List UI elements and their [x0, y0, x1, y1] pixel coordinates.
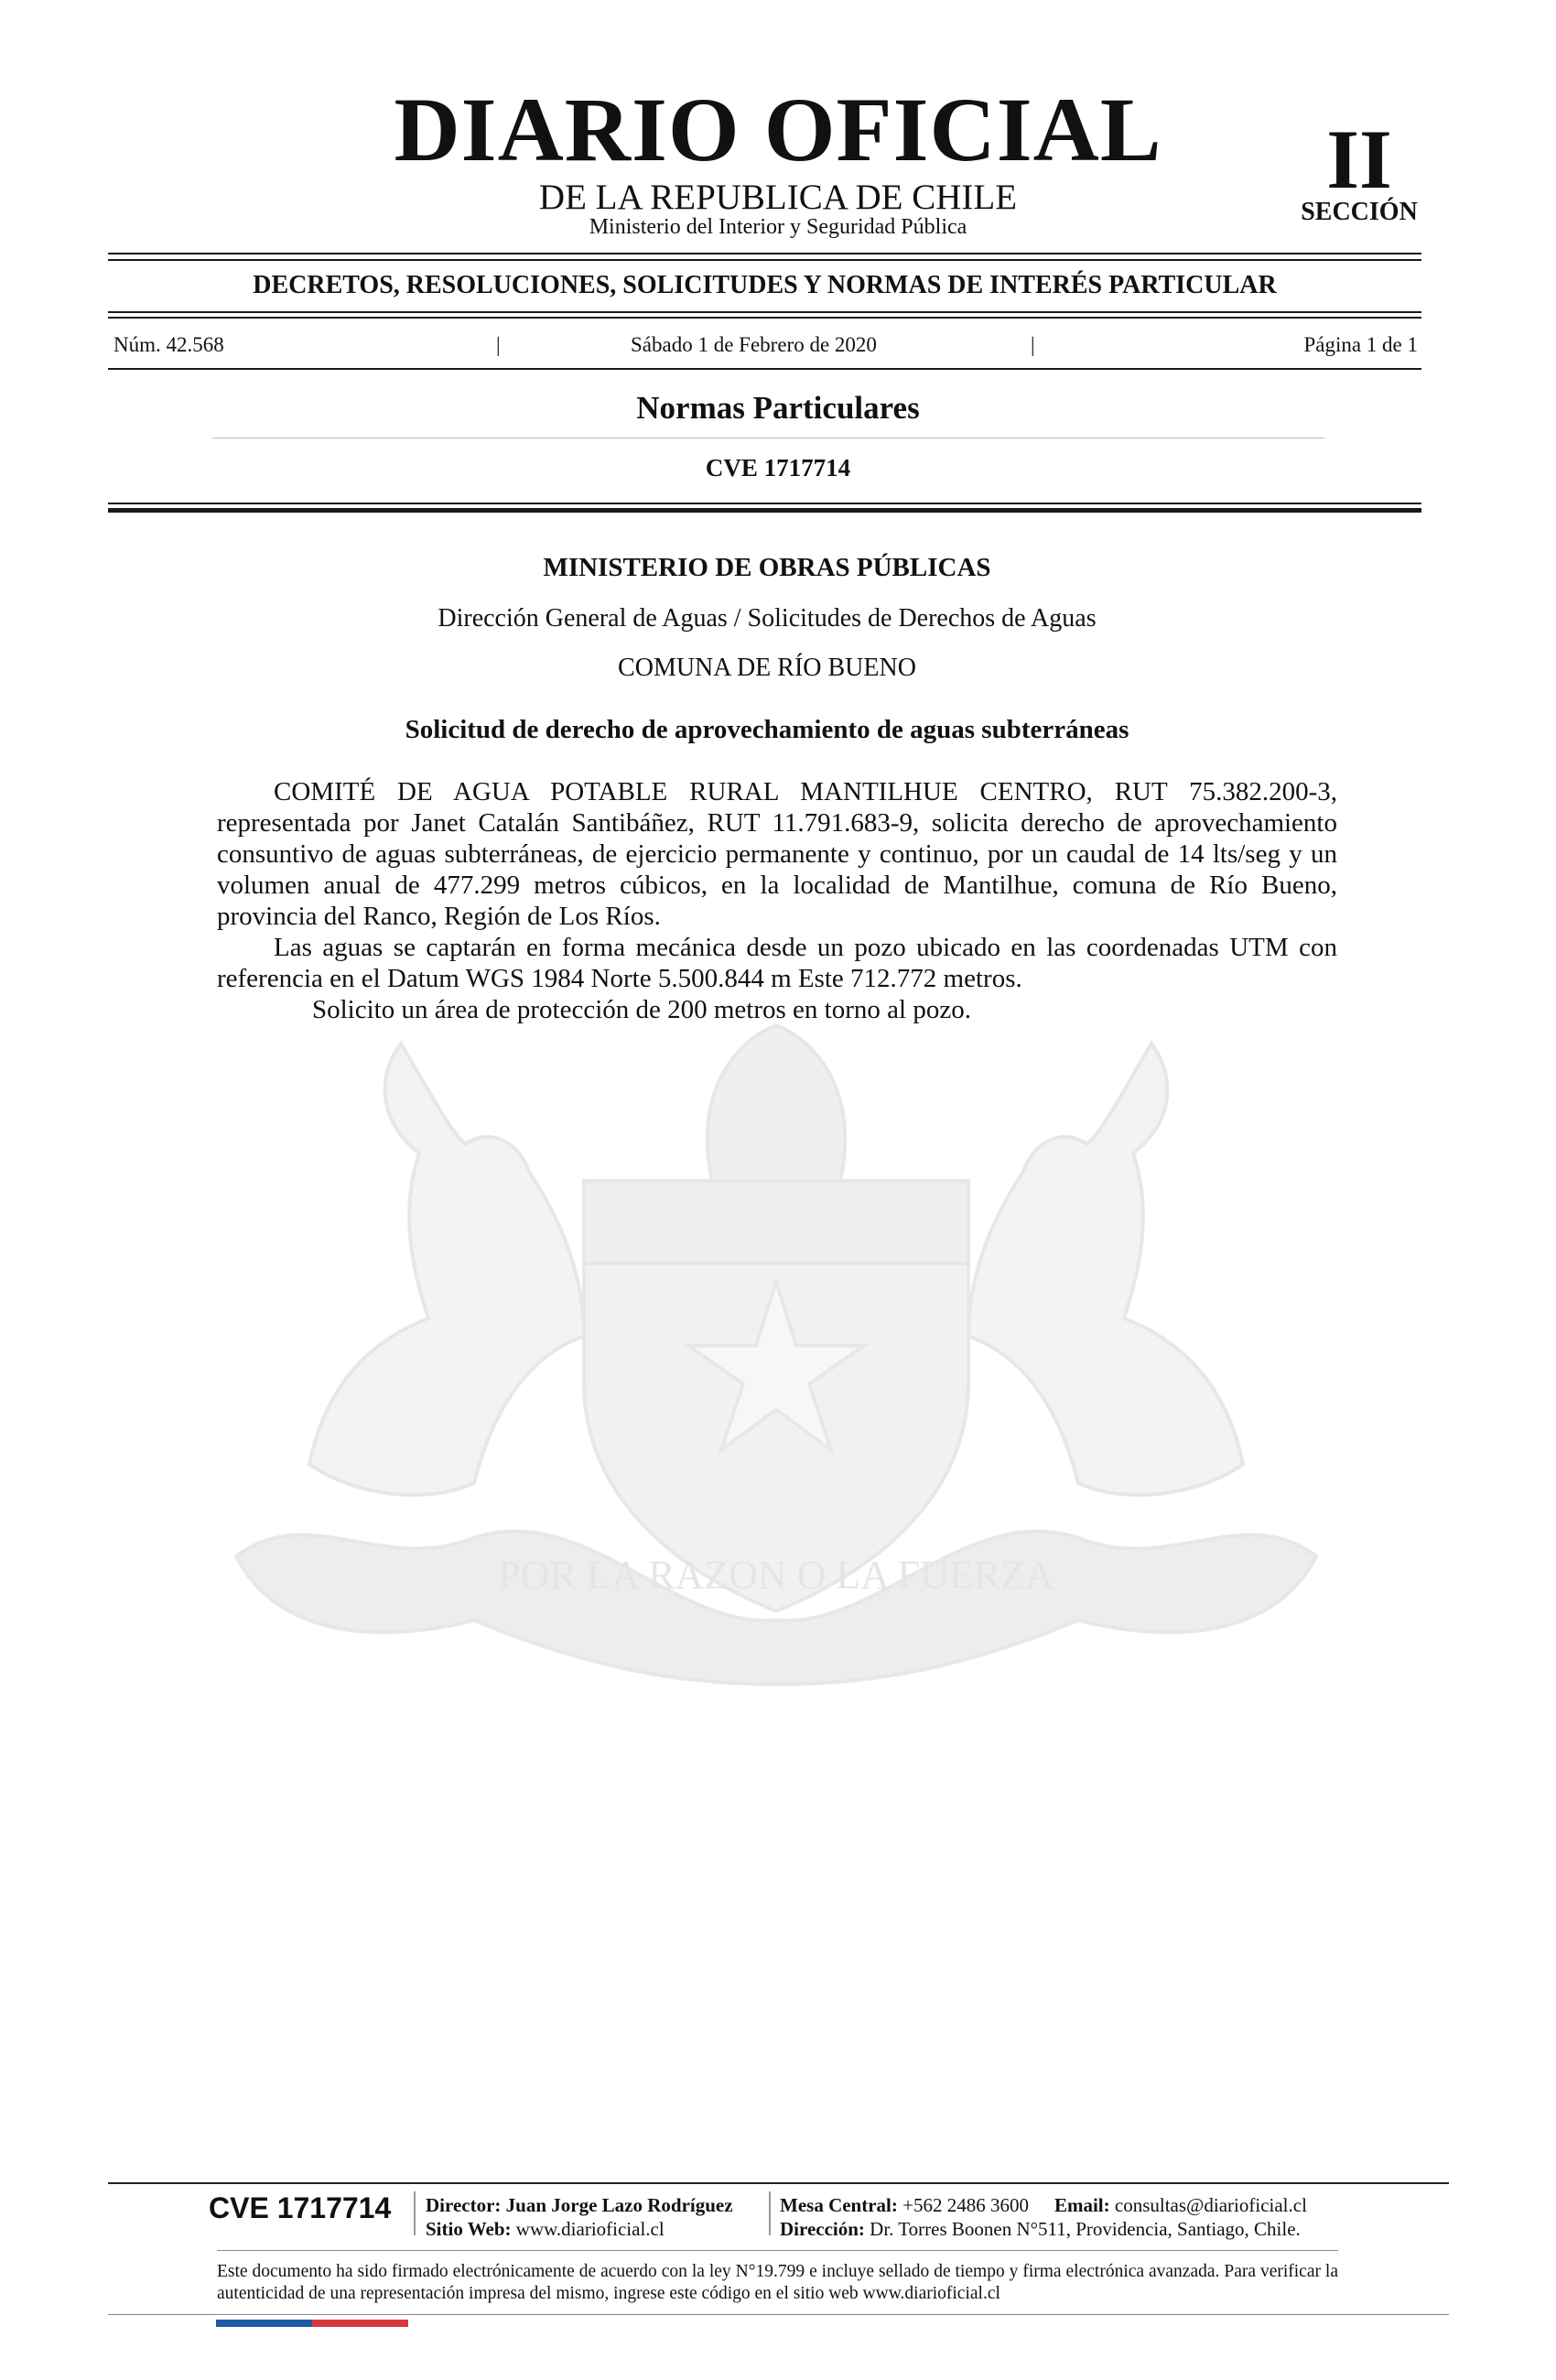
- masthead-subtitle: DE LA REPUBLICA DE CHILE: [538, 178, 1018, 217]
- issue-date: Sábado 1 de Febrero de 2020: [631, 333, 877, 356]
- flag-stripe-blue: [216, 2320, 312, 2327]
- footer-rule-2: [217, 2250, 1338, 2251]
- address-value: Dr. Torres Boonen N°511, Providencia, Santiago, Chile.: [870, 2218, 1301, 2240]
- director-name: Juan Jorge Lazo Rodríguez: [505, 2194, 733, 2216]
- director-label: Director:: [426, 2194, 502, 2216]
- cve-rule: [108, 503, 1421, 504]
- section-number: II: [1326, 113, 1392, 206]
- footer-contact: [780, 2193, 1338, 2241]
- info-bar: [113, 333, 1418, 361]
- masthead-ministry: Ministerio del Interior y Seguridad Pública: [589, 215, 967, 239]
- flag-stripe-red: [312, 2320, 408, 2327]
- info-separator: |: [496, 333, 501, 356]
- phone-label: Mesa Central:: [780, 2194, 898, 2216]
- body-paragraph: Las aguas se captarán en forma mecánica desde un pozo ubicado en las coordenadas UTM con referencia en el Datum WGS 1984 Norte 5.500.844 m Este 712.772 metros.: [217, 933, 1337, 993]
- request-body: [217, 776, 1337, 1025]
- banner-rule-bottom: [108, 311, 1421, 313]
- footer-director: [426, 2193, 733, 2241]
- footer-rule-3: [108, 2314, 1449, 2315]
- info-separator: |: [1031, 333, 1035, 356]
- cve-code: CVE 1717714: [705, 454, 851, 481]
- footer-legal-notice: Este documento ha sido firmado electrónicamente de acuerdo con la ley N°19.799 e incluye sellado de tiempo y firma electrónica avanzada. Para verificar la autenticidad de una representación impresa del mismo, ingrese este código en el sitio web www.diarioficial.cl: [217, 2262, 1338, 2303]
- masthead-rule-top-2: [108, 259, 1421, 261]
- phone-value: +562 2486 3600: [902, 2194, 1029, 2216]
- footer-cve-code: CVE 1717714: [209, 2191, 392, 2224]
- web-label: Sitio Web:: [426, 2218, 512, 2240]
- masthead-rule-top: [108, 253, 1421, 254]
- cve-rule-thick: [108, 508, 1421, 513]
- footer-divider: [769, 2191, 771, 2235]
- page-count: Página 1 de 1: [1303, 333, 1418, 356]
- section-banner: DECRETOS, RESOLUCIONES, SOLICITUDES Y NORMAS DE INTERÉS PARTICULAR: [253, 271, 1277, 299]
- footer-rule: [108, 2182, 1449, 2184]
- issue-number: Núm. 42.568: [113, 333, 224, 356]
- ministry-heading: MINISTERIO DE OBRAS PÚBLICAS: [543, 553, 991, 582]
- body-paragraph: COMITÉ DE AGUA POTABLE RURAL MANTILHUE CENTRO, RUT 75.382.200-3, representada por Janet Catalán Santibáñez, RUT 11.791.683-9, solicita derecho de aprovechamiento consuntivo de aguas subterráneas, de ejercicio permanente y continuo, por un caudal de 14 lts/seg y un volumen anual de 477.299 metros cúbicos, en la localidad de Mantilhue, comuna de Río Bueno, provincia del Ranco, Región de Los Ríos.: [217, 777, 1337, 931]
- masthead-title: DIARIO OFICIAL: [394, 79, 1162, 180]
- email-label: Email:: [1054, 2194, 1110, 2216]
- direccion-line: Dirección General de Aguas / Solicitudes de Derechos de Aguas: [438, 604, 1097, 633]
- body-paragraph: Solicito un área de protección de 200 metros en torno al pozo.: [312, 995, 971, 1024]
- footer-divider: [414, 2191, 416, 2235]
- email-link[interactable]: consultas@diarioficial.cl: [1114, 2194, 1307, 2216]
- section-title: Normas Particulares: [636, 390, 920, 426]
- coat-of-arms-icon: [200, 989, 1353, 1693]
- banner-rule-bottom-2: [108, 317, 1421, 319]
- request-title: Solicitud de derecho de aprovechamiento de aguas subterráneas: [405, 715, 1129, 744]
- address-label: Dirección:: [780, 2218, 865, 2240]
- section-label: SECCIÓN: [1301, 198, 1418, 226]
- info-bar-rule: [108, 368, 1421, 370]
- comuna-line: COMUNA DE RÍO BUENO: [618, 654, 916, 682]
- motto-text: POR LA RAZON O LA FUERZA: [498, 1552, 1054, 1597]
- web-link[interactable]: www.diarioficial.cl: [515, 2218, 665, 2240]
